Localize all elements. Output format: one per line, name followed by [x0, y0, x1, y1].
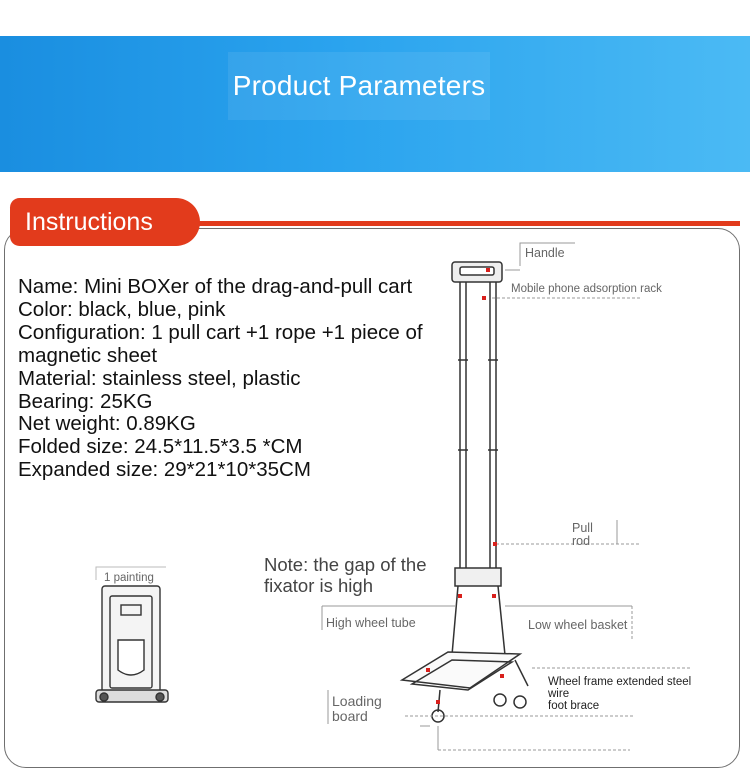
label-handle: Handle [525, 246, 565, 260]
spec-color: Color: black, blue, pink [18, 297, 226, 321]
section-tab-label: Instructions [25, 208, 153, 236]
spec-folded-size: Folded size: 24.5*11.5*3.5 *CM [18, 435, 303, 459]
folded-cart-drawing [96, 586, 168, 702]
label-phone-rack: Mobile phone adsorption rack [511, 283, 662, 295]
spec-name: Name: Mini BOXer of the drag-and-pull cart [18, 275, 413, 298]
label-wheel-frame: Wheel frame extended steel wire [548, 676, 692, 700]
label-low-wheel-basket: Low wheel basket [528, 618, 628, 632]
page-title: Product Parameters [232, 70, 486, 101]
folded-view-label: 1 painting [104, 572, 154, 584]
label-markers [426, 268, 504, 704]
label-foot-brace: foot brace [548, 700, 600, 712]
label-leader-lines [322, 243, 690, 750]
spec-configuration: Configuration: 1 pull cart +1 rope +1 piece of magnetic sheet [18, 320, 423, 367]
label-loading-board: Loading board [332, 693, 382, 724]
spec-material: Material: stainless steel, plastic [18, 366, 301, 390]
gap-note: Note: the gap of the fixator is high [264, 554, 427, 596]
spec-net-weight: Net weight: 0.89KG [18, 412, 196, 436]
spec-bearing: Bearing: 25KG [18, 389, 153, 413]
label-pull-rod: Pull rod [572, 521, 593, 548]
expanded-cart-drawing [402, 262, 528, 722]
label-high-wheel-tube: High wheel tube [326, 616, 416, 630]
spec-expanded-size: Expanded size: 29*21*10*35CM [18, 458, 311, 482]
